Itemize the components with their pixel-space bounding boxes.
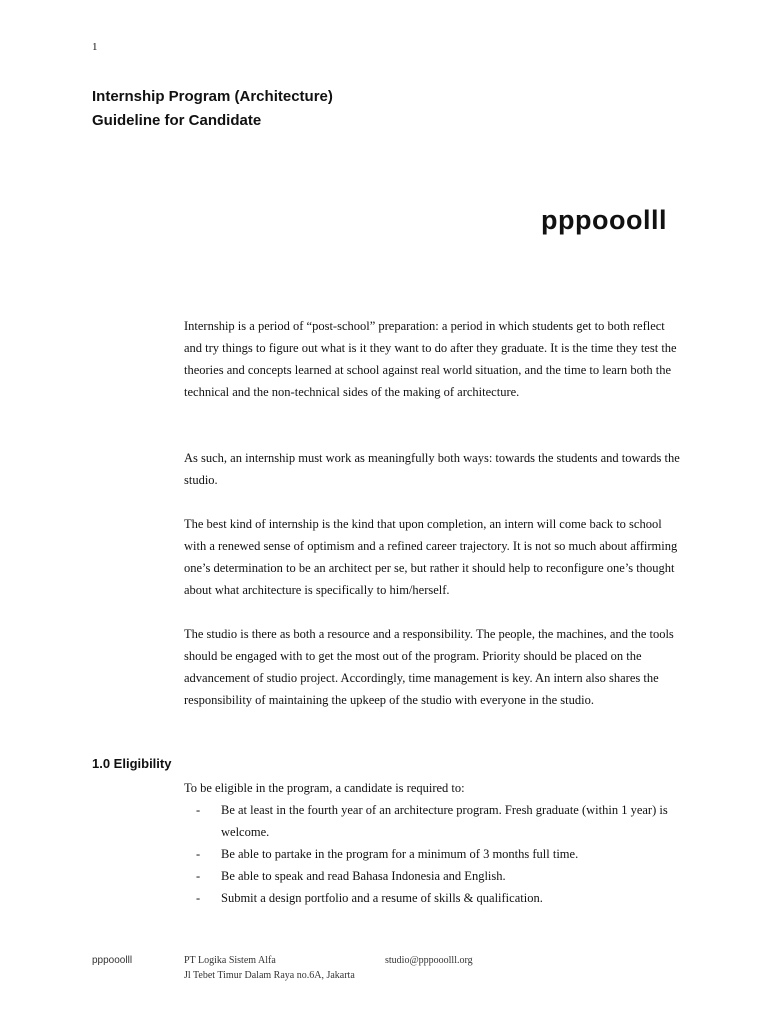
document-title: Internship Program (Architecture) [92, 88, 333, 105]
list-item-text: Submit a design portfolio and a resume of skills & qualification. [221, 891, 543, 905]
eligibility-list [196, 799, 686, 909]
studio-logo: pppooolll [541, 205, 667, 235]
footer-logo: pppooolll [92, 955, 133, 966]
dash-bullet: - [196, 891, 201, 905]
document-subtitle: Guideline for Candidate [92, 112, 262, 129]
eligibility-heading: 1.0 Eligibility [92, 756, 172, 771]
footer-company: PT Logika Sistem Alfa [184, 955, 276, 966]
paragraph-studio-resource: The studio is there as both a resource and a responsibility. The people, the machines, and the tools should be engaged with to get the most out of the program. Priority should be placed on the advancement of studio project. Accordingly, time management is key. An intern also shares the responsibility of maintaining the upkeep of the studio with everyone in the studio. [184, 627, 674, 707]
list-item-text: Be able to speak and read Bahasa Indonesia and English. [221, 869, 506, 883]
footer-address: Jl Tebet Timur Dalam Raya no.6A, Jakarta [184, 970, 355, 981]
footer-email[interactable]: studio@pppooolll.org [385, 955, 473, 966]
list-item [196, 865, 686, 887]
list-item [196, 799, 686, 843]
dash-bullet: - [196, 847, 201, 861]
list-item-text: Be at least in the fourth year of an architecture program. Fresh graduate (within 1 year) is welcome. [221, 803, 668, 839]
paragraph-both-ways: As such, an internship must work as meaningfully both ways: towards the students and towards the studio. [184, 451, 680, 487]
list-item [196, 887, 686, 909]
list-item-text: Be able to partake in the program for a minimum of 3 months full time. [221, 847, 579, 861]
paragraph-best-internship: The best kind of internship is the kind that upon completion, an intern will come back to school with a renewed sense of optimism and a refined career trajectory. It is not so much about affirming one’s determination to be an architect per se, but rather it should help to reconfigure one’s thought about what architecture is specifically to him/herself. [184, 517, 678, 597]
eligibility-intro: To be eligible in the program, a candidate is required to: [184, 781, 465, 795]
page-number: 1 [92, 41, 98, 53]
dash-bullet: - [196, 803, 201, 817]
dash-bullet: - [196, 869, 201, 883]
intro-paragraph: Internship is a period of “post-school” preparation: a period in which students get to both reflect and try things to figure out what is it they want to do after they graduate. It is the time they test the theories and concepts learned at school against real world situation, and the time to learn both the technical and the non-technical sides of the making of architecture. [184, 319, 677, 399]
footer-address-block [184, 953, 355, 983]
list-item [196, 843, 686, 865]
